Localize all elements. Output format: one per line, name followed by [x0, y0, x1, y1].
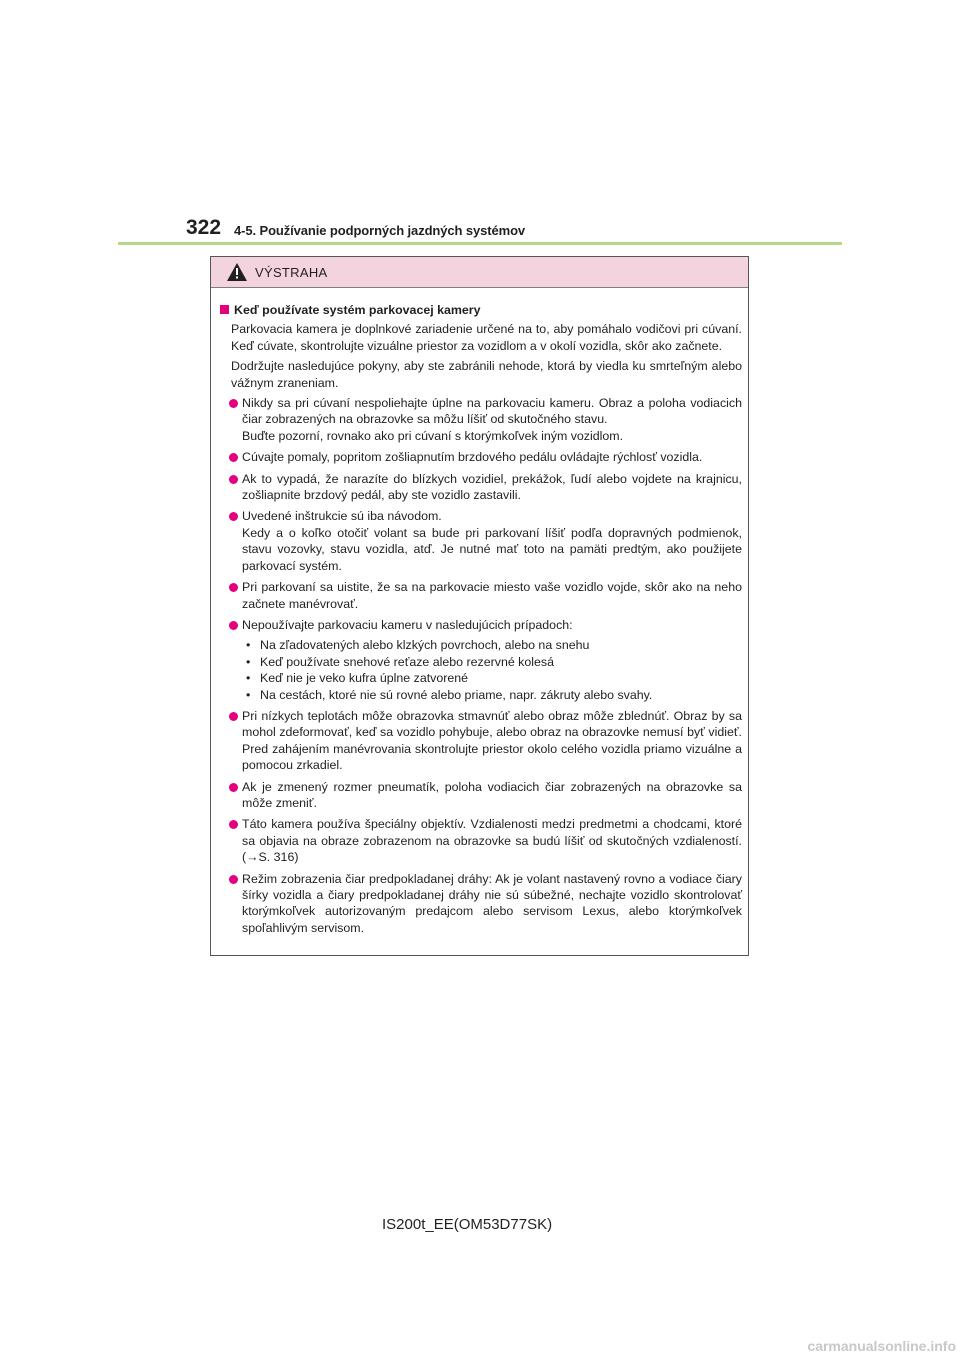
bullet-text	[242, 617, 742, 703]
square-bullet-icon	[220, 305, 229, 314]
header-rule	[118, 242, 842, 245]
sub-item-text: Na cestách, ktoré nie sú rovné alebo priame, napr. zákruty alebo svahy.	[260, 687, 653, 702]
bullet-text	[242, 816, 742, 865]
page-number: 322	[186, 216, 222, 239]
bullet-line: Ak je zmenený rozmer pneumatík, poloha vodiacich čiar zobrazených na obrazovke sa môže zmeniť.	[242, 779, 742, 810]
small-bullet-icon: •	[246, 687, 251, 702]
bullet-text	[242, 871, 742, 937]
bullet-list	[220, 395, 742, 936]
list-item	[220, 779, 742, 812]
bullet-line: Ak to vypadá, že narazíte do blízkych vozidiel, prekážok, ľudí alebo vojdete na krajnicu, zošliapnite brzdový pedál, aby ste vozidlo zastavili.	[242, 471, 742, 503]
intro-paragraph: Parkovacia kamera je doplnkové zariadenie určené na to, aby pomáhalo vodičovi pri cúvaní. Keď cúvate, skontrolujte vizuálne priestor za vozidlom a v okolí vozidla, skôr ako začnete.	[231, 322, 742, 353]
list-item	[220, 449, 742, 465]
round-bullet-icon	[229, 875, 238, 884]
bullet-line: Uvedené inštrukcie sú iba návodom.	[242, 509, 442, 524]
round-bullet-icon	[229, 399, 238, 408]
model-code: IS200t_EE(OM53D77SK)	[382, 1216, 553, 1233]
bullet-text	[242, 579, 742, 612]
list-item	[220, 508, 742, 574]
watermark: carmanualsonline.info	[807, 1338, 956, 1354]
warning-triangle-icon	[227, 263, 247, 281]
sub-item-text: Na zľadovatených alebo klzkých povrchoch, alebo na snehu	[260, 638, 590, 653]
round-bullet-icon	[229, 453, 238, 462]
list-item	[220, 708, 742, 774]
round-bullet-icon	[229, 783, 238, 792]
sub-list-item	[242, 637, 742, 653]
sub-list	[242, 637, 742, 703]
bullet-text	[242, 779, 742, 812]
warning-title: VÝSTRAHA	[255, 265, 328, 280]
bullet-line: Nepoužívajte parkovaciu kameru v nasledujúcich prípadoch:	[242, 617, 573, 632]
list-item	[220, 579, 742, 612]
sub-list-item	[242, 654, 742, 670]
list-item	[220, 395, 742, 444]
bullet-line: Nikdy sa pri cúvaní nespoliehajte úplne na parkovaciu kameru. Obraz a poloha vodiacich čiar zobrazených na obrazovke sa môžu líšiť od skutočného stavu.	[242, 396, 742, 427]
warning-subheading	[220, 302, 742, 318]
list-item	[220, 471, 742, 504]
bullet-text	[242, 508, 742, 574]
small-bullet-icon: •	[246, 638, 251, 653]
bullet-line: Buďte pozorní, rovnako ako pri cúvaní s ktorýmkoľvek iným vozidlom.	[242, 428, 624, 443]
round-bullet-icon	[229, 820, 238, 829]
list-item	[220, 871, 742, 937]
bullet-text	[242, 708, 742, 774]
bullet-line: Režim zobrazenia čiar predpokladanej dráhy: Ak je volant nastavený rovno a vodiace čiary šírky vozidla a čiary predpokladanej dráhy nie sú súbežné, nechajte vozidlo skontrolovať ktorýmkoľvek autorizovaným predajcom alebo servisom Lexus, alebo ktorýmkoľvek spoľahlivým servisom.	[242, 871, 742, 935]
round-bullet-icon	[229, 512, 238, 521]
round-bullet-icon	[229, 712, 238, 721]
list-item	[220, 617, 742, 703]
section-title: 4-5. Používanie podporných jazdných systémov	[234, 223, 526, 238]
warning-body	[211, 288, 748, 936]
list-item	[220, 816, 742, 865]
small-bullet-icon: •	[246, 654, 251, 669]
bullet-text	[242, 395, 742, 444]
small-bullet-icon: •	[246, 671, 251, 686]
sub-item-text: Keď nie je veko kufra úplne zatvorené	[260, 671, 469, 686]
bullet-line: Pri nízkych teplotách môže obrazovka stmavnúť alebo obraz môže zblednúť. Obraz by sa mohol zdeformovať, keď sa vozidlo pohybuje, alebo obraz na obrazovke nemusí byť vidieť. Pred zahájením manévrovania skontrolujte priestor okolo celého vozidla priamo vizuálne a pomocou zrkadiel.	[242, 708, 742, 773]
bullet-line: Pri parkovaní sa uistite, že sa na parkovacie miesto vaše vozidlo vojde, skôr ako na neho začnete manévrovať.	[242, 580, 742, 611]
sub-list-item	[242, 670, 742, 686]
subheading-text: Keď používate systém parkovacej kamery	[234, 303, 481, 317]
bullet-line: Cúvajte pomaly, popritom zošliapnutím brzdového pedálu ovládajte rýchlosť vozidla.	[242, 450, 703, 465]
warning-header	[211, 257, 748, 288]
bullet-text	[242, 449, 742, 465]
sub-list-item	[242, 687, 742, 703]
bullet-line: Kedy a o koľko otočiť volant sa bude pri parkovaní líšiť podľa dopravných podmienok, stavu vozovky, stavu vozidla, atď. Je nutné mať toto na pamäti predtým, ako použijete parkovací systém.	[242, 525, 742, 573]
warning-box	[210, 256, 749, 956]
intro-paragraph: Dodržujte nasledujúce pokyny, aby ste zabránili nehode, ktorá by viedla ku smrteľným alebo vážnym zraneniam.	[231, 359, 742, 390]
round-bullet-icon	[229, 583, 238, 592]
sub-item-text: Keď používate snehové reťaze alebo rezervné kolesá	[260, 654, 554, 669]
bullet-text	[242, 471, 742, 504]
round-bullet-icon	[229, 621, 238, 630]
round-bullet-icon	[229, 475, 238, 484]
bullet-line: Táto kamera používa špeciálny objektív. Vzdialenosti medzi predmetmi a chodcami, ktoré sa objavia na obraze zobrazenom na obrazovke sa budú líšiť od skutočných vzdialeností. (→S. 316)	[242, 817, 742, 865]
